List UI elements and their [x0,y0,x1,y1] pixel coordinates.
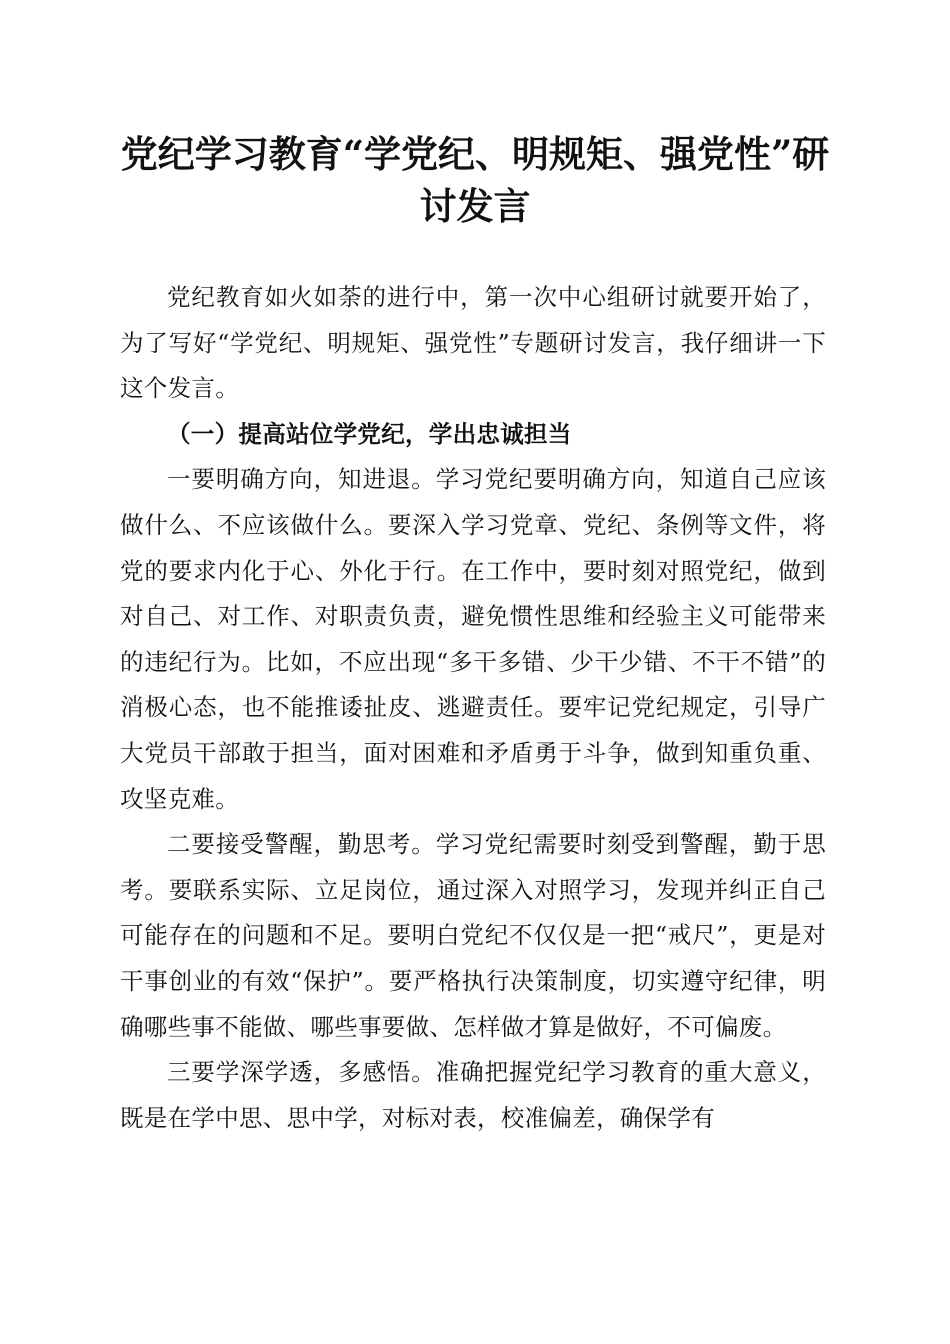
document-body [120,275,826,1141]
body-paragraph-1: 一要明确方向，知进退。学习党纪要明确方向，知道自己应该做什么、不应该做什么。要深入学习党章、党纪、条例等文件，将党的要求内化于心、外化于行。在工作中，要时刻对照党纪，做到对自己、对工作、对职责负责，避免惯性思维和经验主义可能带来的违纪行为。比如，不应出现“多干多错、少干少错、不干不错”的消极心态，也不能推诿扯皮、逃避责任。要牢记党纪规定，引导广大党员干部敢于担当，面对困难和矛盾勇于斗争，做到知重负重、攻坚克难。 [120,465,826,813]
section-heading: （一）提高站位学党纪，学出忠诚担当 [167,419,572,448]
body-paragraph-3: 三要学深学透，多感悟。准确把握党纪学习教育的重大意义，既是在学中思、思中学，对标对表，校准偏差，确保学有 [120,1058,826,1132]
intro-paragraph: 党纪教育如火如荼的进行中，第一次中心组研讨就要开始了，为了写好“学党纪、明规矩、强党性”专题研讨发言，我仔细讲一下这个发言。 [120,283,826,403]
document-title: 党纪学习教育“学党纪、明规矩、强党性”研讨发言 [120,132,830,228]
body-paragraph-2: 二要接受警醒，勤思考。学习党纪需要时刻受到警醒，勤于思考。要联系实际、立足岗位，通过深入对照学习，发现并纠正自己可能存在的问题和不足。要明白党纪不仅仅是一把“戒尺”，更是对干事创业的有效“保护”。要严格执行决策制度，切实遵守纪律，明确哪些事不能做、哪些事要做、怎样做才算是做好，不可偏废。 [120,830,826,1041]
